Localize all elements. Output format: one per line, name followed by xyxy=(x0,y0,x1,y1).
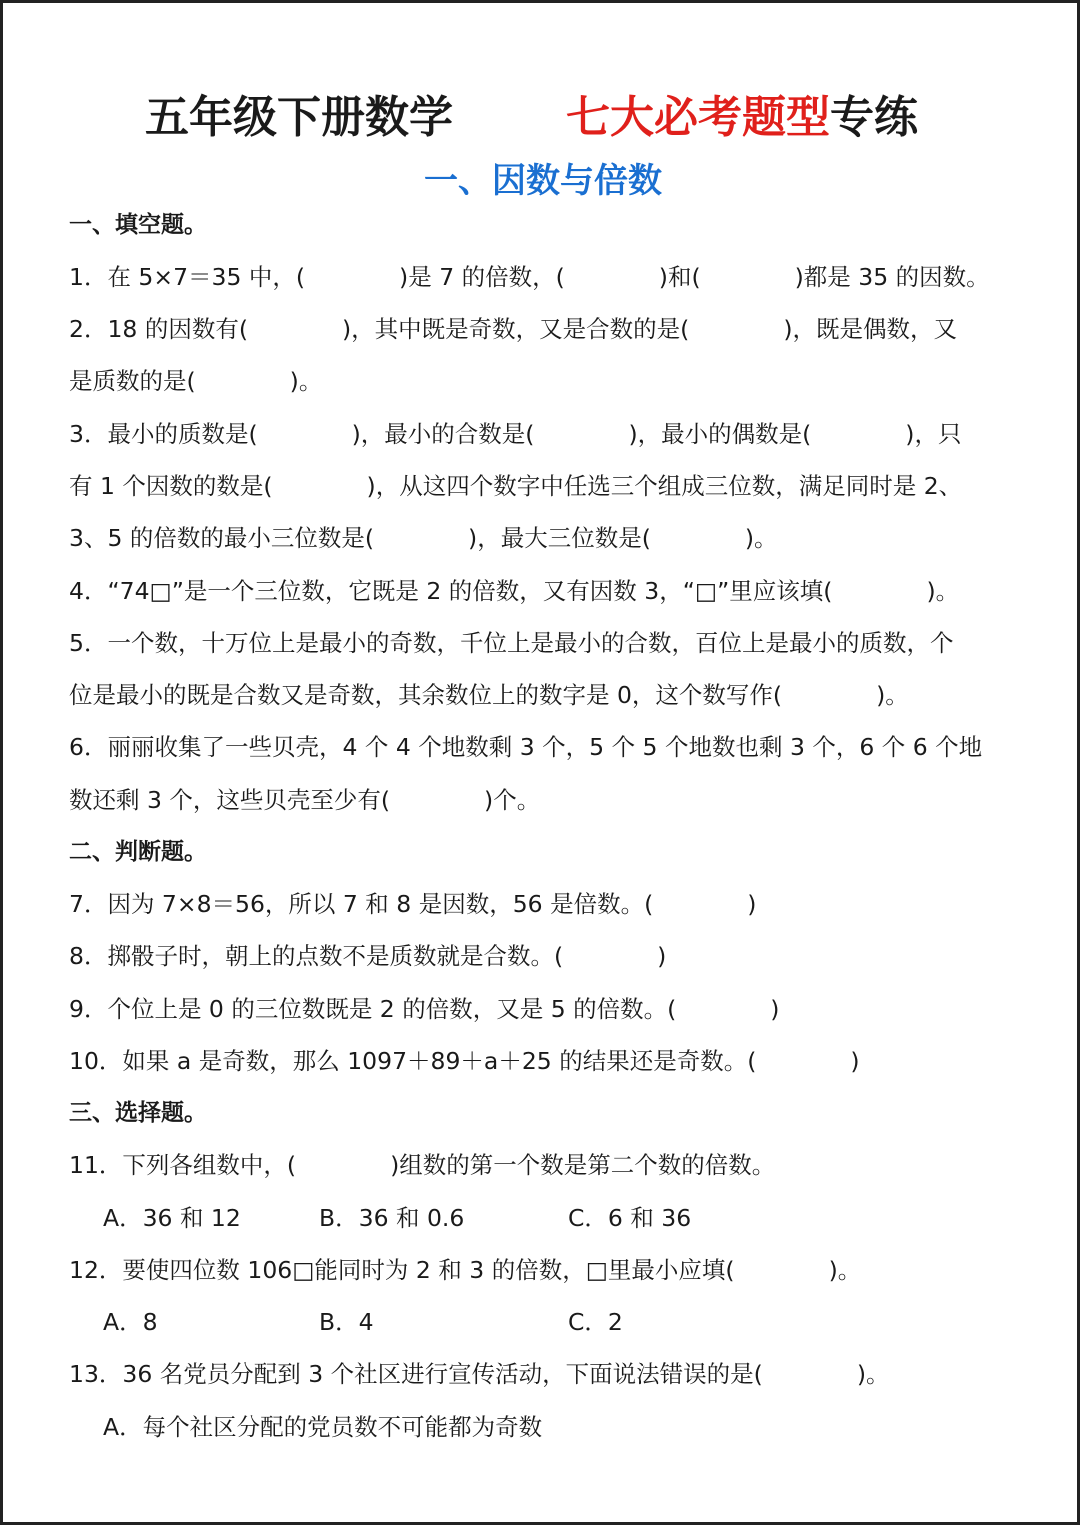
question-7: 7．因为 7×8＝56，所以 7 和 8 是因数，56 是倍数。( ) xyxy=(69,890,757,918)
section-heading-fill: 一、填空题。 xyxy=(69,211,207,238)
option-a: A．每个社区分配的党员数不可能都为奇数 xyxy=(103,1413,543,1441)
title-right xyxy=(566,81,918,145)
question-9: 9．个位上是 0 的三位数既是 2 的倍数，又是 5 的倍数。( ) xyxy=(69,995,780,1023)
question-13: 13．36 名党员分配到 3 个社区进行宣传活动，下面说法错误的是( )。 xyxy=(69,1360,890,1388)
option-a: A．36 和 12 xyxy=(103,1204,241,1232)
option-b: B．36 和 0.6 xyxy=(319,1204,465,1232)
section-subtitle: 一、因数与倍数 xyxy=(424,161,662,201)
question-6-line-1: 6．丽丽收集了一些贝壳，4 个 4 个地数剩 3 个，5 个 5 个地数也剩 3 个，6 个 6 个地 xyxy=(69,733,983,761)
question-12: 12．要使四位数 106□能同时为 2 和 3 的倍数，□里最小应填( )。 xyxy=(69,1256,862,1284)
question-4: 4．“74□”是一个三位数，它既是 2 的倍数，又有因数 3，“□”里应该填( )。 xyxy=(69,577,960,605)
section-heading-judge: 二、判断题。 xyxy=(69,838,207,865)
question-3-line-3: 3、5 的倍数的最小三位数是( )，最大三位数是( )。 xyxy=(69,524,778,552)
question-3-line-2: 有 1 个因数的数是( )，从这四个数字中任选三个组成三位数，满足同时是 2、 xyxy=(69,472,963,500)
option-b: B．4 xyxy=(319,1308,374,1336)
page-title xyxy=(3,81,1080,143)
question-5-line-1: 5．一个数，十万位上是最小的奇数，千位上是最小的合数，百位上是最小的质数，个 xyxy=(69,629,954,657)
question-1: 1．在 5×7＝35 中，( )是 7 的倍数，( )和( )都是 35 的因数。 xyxy=(69,263,990,291)
section-heading-choice: 三、选择题。 xyxy=(69,1099,207,1126)
question-6-line-2: 数还剩 3 个，这些贝壳至少有( )个。 xyxy=(69,786,541,814)
question-10: 10．如果 a 是奇数，那么 1097＋89＋a＋25 的结果还是奇数。( ) xyxy=(69,1047,860,1075)
question-2-line-2: 是质数的是( )。 xyxy=(69,367,323,395)
option-a: A．8 xyxy=(103,1308,158,1336)
question-5-line-2: 位是最小的既是合数又是奇数，其余数位上的数字是 0，这个数写作( )。 xyxy=(69,681,909,709)
title-right-red: 七大必考题型 xyxy=(566,92,830,143)
title-right-black: 专练 xyxy=(830,92,918,143)
question-3-line-1: 3．最小的质数是( )，最小的合数是( )，最小的偶数是( )，只 xyxy=(69,420,962,448)
question-8: 8．掷骰子时，朝上的点数不是质数就是合数。( ) xyxy=(69,942,667,970)
option-c: C．2 xyxy=(568,1308,623,1336)
option-c: C．6 和 36 xyxy=(568,1204,692,1232)
question-11: 11．下列各组数中，( )组数的第一个数是第二个数的倍数。 xyxy=(69,1151,776,1179)
title-left: 五年级下册数学 xyxy=(145,92,453,143)
question-2-line-1: 2．18 的因数有( )，其中既是奇数，又是合数的是( )，既是偶数，又 xyxy=(69,315,957,343)
